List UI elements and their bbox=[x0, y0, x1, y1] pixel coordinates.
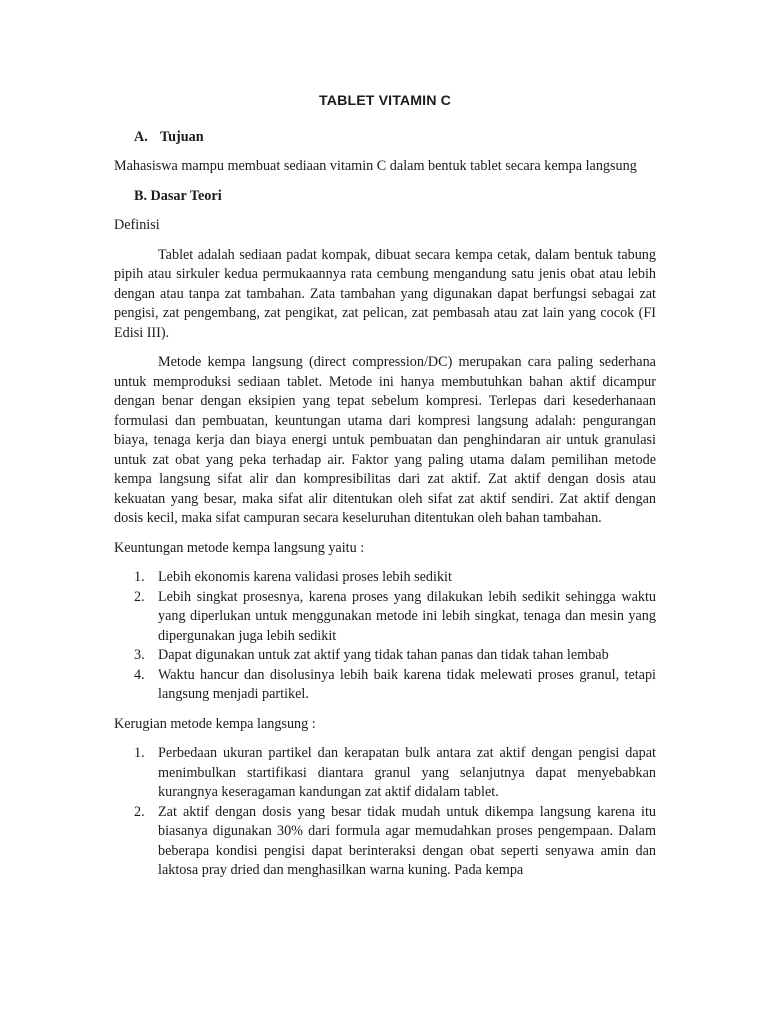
list-item bbox=[114, 803, 656, 881]
list-item bbox=[114, 666, 656, 705]
section-b-heading: B. Dasar Teori bbox=[134, 187, 222, 204]
list-marker: 2. bbox=[134, 803, 145, 820]
definition-paragraph: Tablet adalah sediaan padat kompak, dibuat secara kempa cetak, dalam bentuk tabung pipih atau sirkuler kedua permukaannya rata cembung mengandung satu jenis obat atau lebih dengan atau tanpa zat tambahan. Zata tambahan yang digunakan dapat berfungsi sebagai zat pengisi, zat pengembang, zat pengikat, zat pelican, zat pembasah atau zat lain yang cocok (FI Edisi III). bbox=[114, 246, 656, 341]
list-item-text: Zat aktif dengan dosis yang besar tidak mudah untuk dikempa langsung karena itu biasanya digunakan 30% dari formula agar memudahkan proses pengempaan. Dalam beberapa kondisi pengisi dapat berinteraksi dengan obat seperti senyawa amin dan laktosa pray dried dan menghasilkan warna kuning. Pada kempa bbox=[158, 803, 656, 878]
document-page bbox=[114, 92, 656, 891]
list-marker: 4. bbox=[134, 666, 145, 683]
list-item bbox=[114, 744, 656, 803]
section-a-heading bbox=[114, 128, 656, 148]
list-marker: 2. bbox=[134, 588, 145, 605]
list-item-text: Perbedaan ukuran partikel dan kerapatan bulk antara zat aktif dengan pengisi dapat menimbulkan startifikasi diantara granul yang selanjutnya dapat menyebabkan kurangnya keseragaman kandungan zat aktif didalam tablet. bbox=[158, 745, 656, 800]
list-item bbox=[114, 646, 656, 666]
document-title: TABLET VITAMIN C bbox=[319, 93, 451, 109]
list-item-text: Lebih ekonomis karena validasi proses lebih sedikit bbox=[158, 569, 452, 585]
section-a-number: A. bbox=[134, 128, 148, 145]
list-item-text: Lebih singkat prosesnya, karena proses yang dilakukan lebih sedikit sehingga waktu yang diperlukan untuk menggunakan metode ini lebih singkat, tenaga dan mesin yang dipergunakan juga lebih sedikit bbox=[158, 588, 656, 644]
list-marker: 1. bbox=[134, 569, 145, 585]
advantages-list bbox=[114, 568, 656, 705]
list-marker: 3. bbox=[134, 647, 145, 663]
list-item bbox=[114, 588, 656, 647]
list-item bbox=[114, 568, 656, 588]
definisi-label: Definisi bbox=[114, 217, 160, 233]
disadvantages-intro: Kerugian metode kempa langsung : bbox=[114, 715, 316, 732]
list-marker: 1. bbox=[134, 745, 145, 761]
disadvantages-list bbox=[114, 744, 656, 881]
advantages-intro: Keuntungan metode kempa langsung yaitu : bbox=[114, 539, 365, 556]
section-a-text: Mahasiswa mampu membuat sediaan vitamin C dalam bentuk tablet secara kempa langsung bbox=[114, 158, 637, 174]
list-item-text: Dapat digunakan untuk zat aktif yang tidak tahan panas dan tidak tahan lembab bbox=[158, 647, 609, 663]
section-a-title: Tujuan bbox=[160, 128, 204, 145]
list-item-text: Waktu hancur dan disolusinya lebih baik karena tidak melewati proses granul, tetapi langsung menjadi partikel. bbox=[158, 666, 656, 702]
direct-compression-paragraph: Metode kempa langsung (direct compression/DC) merupakan cara paling sederhana untuk memproduksi sediaan tablet. Metode ini hanya membutuhkan bahan aktif dicampur dengan benar dengan eksipien yang tepat sebelum kompresi. Terlepas dari kesederhanaan formulasi dan pembuatan, keuntungan utama dari kompresi langsung adalah: pengurangan biaya, tenaga kerja dan biaya energi untuk pembuatan dan penghindaran air untuk granulasi untuk zat obat yang peka terhadap air. Faktor yang paling utama dalam pemilihan metode kempa langsung sifat alir dan kompresibilitas dari zat aktif. Zat aktif dengan dosis atau kekuatan yang besar, maka sifat alir ditentukan oleh sifat zat aktif sendiri. Zat aktif dengan dosis kecil, maka sifat campuran secara keseluruhan ditentukan oleh bahan tambahan. bbox=[114, 354, 656, 526]
